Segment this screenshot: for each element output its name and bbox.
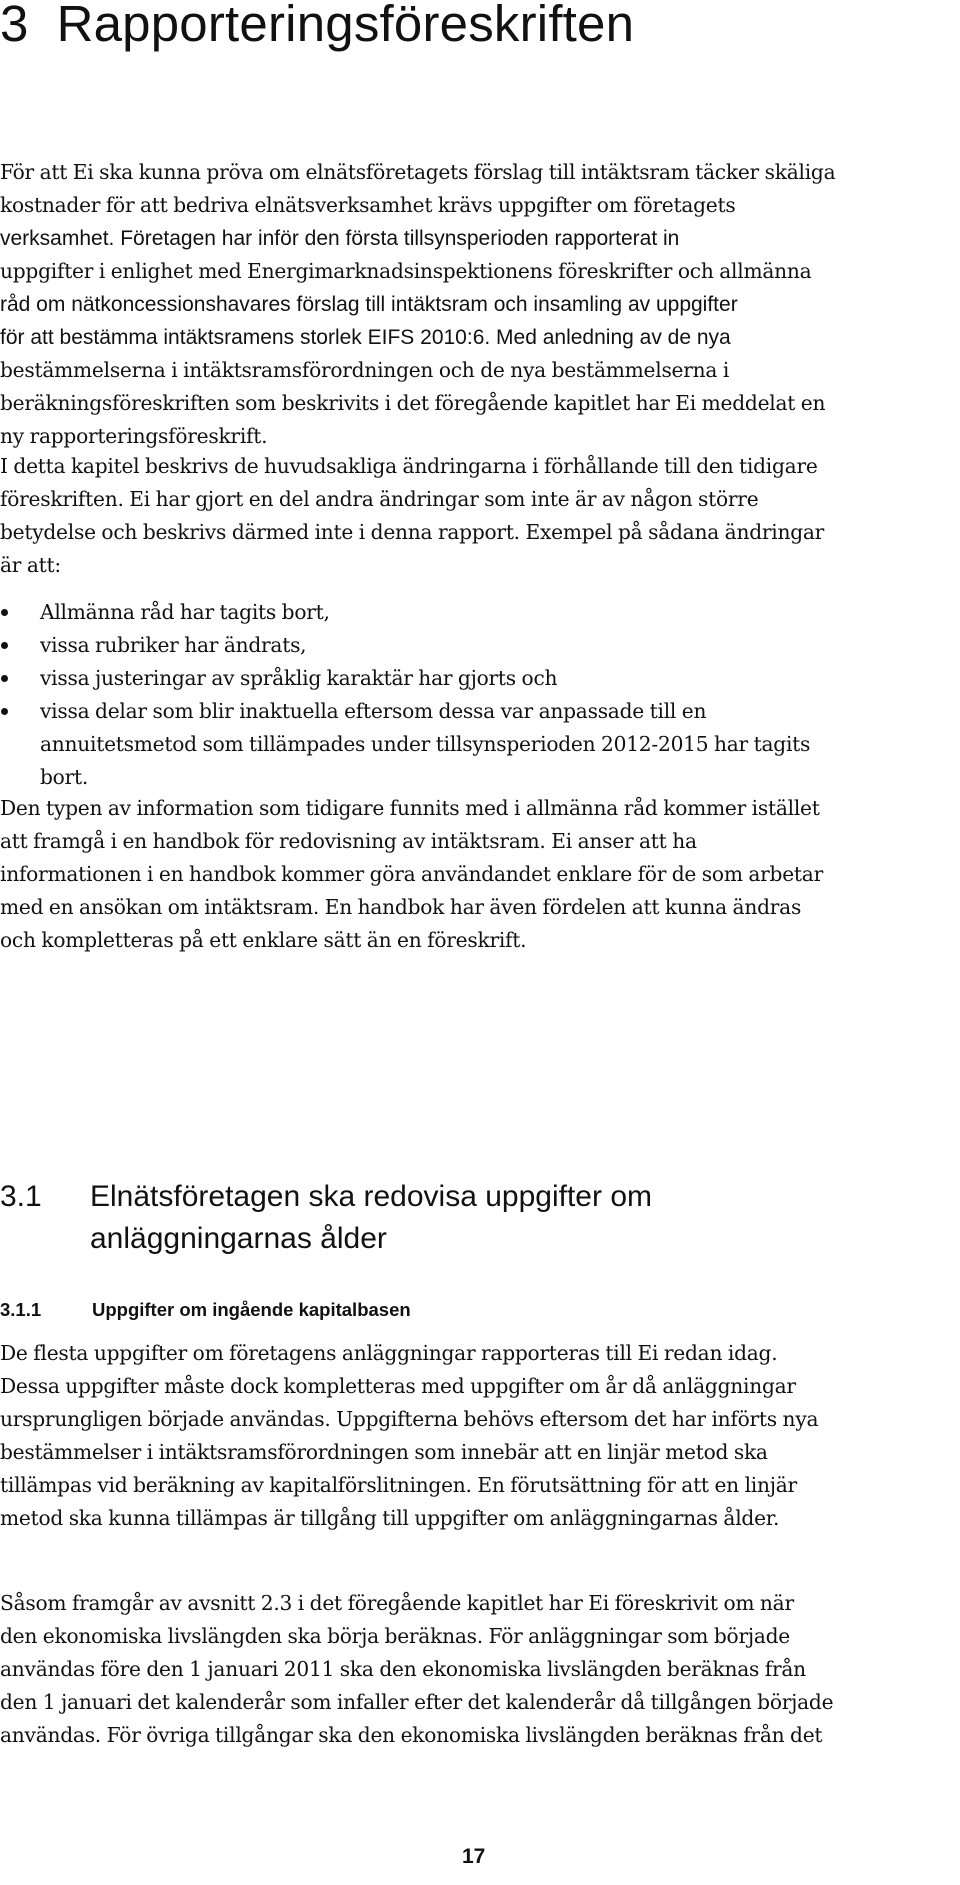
list-item [0,662,960,695]
bullet-icon [1,708,8,715]
section-title [90,1176,790,1260]
list-item [0,629,960,662]
paragraph-line: att framgå i en handbok för redovisning av intäktsram. Ei anser att ha [0,829,697,853]
paragraph-line: uppgifter i enlighet med Energimarknadsinspektionens föreskrifter och allmänna [0,259,812,283]
paragraph-line: och kompletteras på ett enklare sätt än en föreskrift. [0,928,527,952]
chapter-title: Rapporteringsföreskriften [56,0,635,52]
list-item-text: bort. [40,765,89,789]
paragraph-line: användas. För övriga tillgångar ska den ekonomiska livslängden beräknas från det [0,1723,823,1747]
paragraph-line: användas före den 1 januari 2011 ska den ekonomiska livslängden beräknas från [0,1657,806,1681]
paragraph-line: Dessa uppgifter måste dock kompletteras med uppgifter om år då anläggningar [0,1374,796,1398]
section-number: 3.1 [0,1180,42,1213]
list-item-text: vissa justeringar av språklig karaktär har gjorts och [40,666,558,690]
paragraph-line: metod ska kunna tillämpas är tillgång till uppgifter om anläggningarnas ålder. [0,1506,780,1530]
capital-paragraph [0,1337,960,1535]
paragraph-line: tillämpas vid beräkning av kapitalförslitningen. En förutsättning för att en linjär [0,1473,797,1497]
paragraph-line: ursprungligen började användas. Uppgifterna behövs eftersom det har införts nya [0,1407,819,1431]
list-item [0,596,960,629]
paragraph-line: bestämmelserna i intäktsramsförordningen och de nya bestämmelserna i [0,358,730,382]
paragraph-line: Den typen av information som tidigare funnits med i allmänna råd kommer istället [0,796,820,820]
page-number: 17 [462,1845,486,1868]
paragraph-line: är att: [0,553,61,577]
paragraph-line: råd om nätkoncessionshavares förslag till intäktsram och insamling av uppgifter [0,293,738,316]
section-title-line: anläggningarnas ålder [90,1222,387,1255]
lifespan-paragraph [0,1587,960,1752]
paragraph-line: För att Ei ska kunna pröva om elnätsföretagets förslag till intäktsram täcker skäliga [0,160,836,184]
paragraph-line: ny rapporteringsföreskrift. [0,424,268,448]
list-item-text: Allmänna råd har tagits bort, [40,600,330,624]
list-item [0,695,960,794]
bullet-icon [1,609,8,616]
paragraph-line: kostnader för att bedriva elnätsverksamhet krävs uppgifter om företagets [0,193,736,217]
section-title-line: Elnätsföretagen ska redovisa uppgifter om [90,1180,652,1213]
paragraph-line: med en ansökan om intäktsram. En handbok har även fördelen att kunna ändras [0,895,802,919]
subsection-number: 3.1.1 [0,1299,42,1320]
paragraph-line: bestämmelser i intäktsramsförordningen som innebär att en linjär metod ska [0,1440,768,1464]
paragraph-line: informationen i en handbok kommer göra användandet enklare för de som arbetar [0,862,823,886]
paragraph-line: De flesta uppgifter om företagens anläggningar rapporteras till Ei redan idag. [0,1341,778,1365]
paragraph-line: beräkningsföreskriften som beskrivits i det föregående kapitlet har Ei meddelat en [0,391,826,415]
paragraph-line: I detta kapitel beskrivs de huvudsakliga ändringarna i förhållande till den tidigare [0,454,818,478]
chapter-heading [0,0,635,52]
changes-bullet-list [0,596,960,794]
subsection-title: Uppgifter om ingående kapitalbasen [92,1299,411,1320]
changes-paragraph [0,450,960,582]
list-item-text: annuitetsmetod som tillämpades under tillsynsperioden 2012-2015 har tagits [40,732,811,756]
paragraph-line: föreskriften. Ei har gjort en del andra ändringar som inte är av någon större [0,487,759,511]
paragraph-line: den 1 januari det kalenderår som infaller efter det kalenderår då tillgången började [0,1690,834,1714]
intro-paragraph [0,156,960,453]
paragraph-line: verksamhet. Företagen har inför den första tillsynsperioden rapporterat in [0,227,680,250]
paragraph-line: Såsom framgår av avsnitt 2.3 i det föregående kapitlet har Ei föreskrivit om när [0,1591,794,1615]
bullet-icon [1,675,8,682]
paragraph-line: den ekonomiska livslängden ska börja beräknas. För anläggningar som började [0,1624,791,1648]
list-item-text: vissa rubriker har ändrats, [40,633,307,657]
handbook-paragraph [0,792,960,957]
paragraph-line: betydelse och beskrivs därmed inte i denna rapport. Exempel på sådana ändringar [0,520,825,544]
paragraph-line: för att bestämma intäktsramens storlek EIFS 2010:6. Med anledning av de nya [0,326,731,349]
bullet-icon [1,642,8,649]
list-item-text: vissa delar som blir inaktuella eftersom dessa var anpassade till en [40,699,707,723]
chapter-number: 3 [0,0,29,52]
